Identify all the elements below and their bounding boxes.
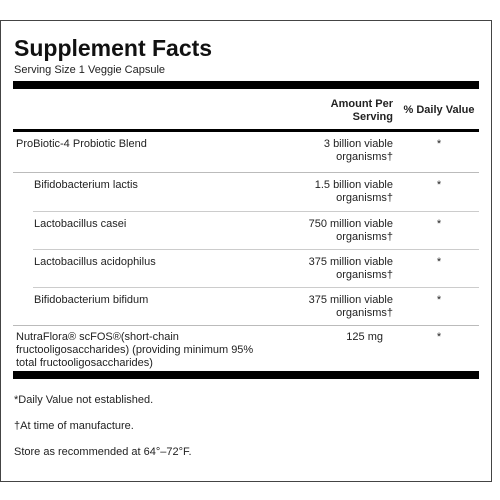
nutrient-daily-value: * bbox=[436, 218, 442, 230]
amount-line1: 375 million viable bbox=[308, 256, 393, 268]
amount-header-line2: Serving bbox=[352, 111, 393, 123]
nutrient-daily-value: * bbox=[436, 331, 442, 343]
nutrient-name bbox=[16, 331, 286, 370]
name-line3: total fructooligosaccharides) bbox=[16, 357, 153, 369]
nutrient-amount bbox=[283, 179, 393, 205]
amount-line1: 750 million viable bbox=[308, 218, 393, 230]
nutrient-name: Lactobacillus acidophilus bbox=[34, 256, 156, 268]
row-separator bbox=[13, 325, 479, 326]
nutrient-daily-value: * bbox=[436, 294, 442, 306]
daily-value-header: % Daily Value bbox=[403, 104, 475, 116]
nutrient-name: Lactobacillus casei bbox=[34, 218, 127, 230]
bottom-divider-bar bbox=[13, 371, 479, 379]
footnote-daily-value: *Daily Value not established. bbox=[14, 394, 154, 406]
nutrient-name: ProBiotic-4 Probiotic Blend bbox=[16, 138, 147, 150]
row-separator bbox=[33, 287, 479, 288]
panel-title: Supplement Facts bbox=[14, 35, 213, 61]
amount-line2: organisms† bbox=[336, 192, 393, 204]
amount-line2: organisms† bbox=[336, 307, 393, 319]
row-separator bbox=[33, 249, 479, 250]
nutrient-name: Bifidobacterium lactis bbox=[34, 179, 138, 191]
nutrient-name: Bifidobacterium bifidum bbox=[34, 294, 149, 306]
nutrient-amount bbox=[283, 138, 393, 164]
nutrient-amount bbox=[283, 256, 393, 282]
row-separator bbox=[13, 172, 479, 173]
top-divider-bar bbox=[13, 81, 479, 89]
row-separator bbox=[33, 211, 479, 212]
name-line1: NutraFlora® scFOS®(short-chain bbox=[16, 331, 179, 343]
nutrient-daily-value: * bbox=[436, 179, 442, 191]
supplement-facts-panel bbox=[0, 20, 492, 482]
serving-size: Serving Size 1 Veggie Capsule bbox=[14, 64, 166, 76]
nutrient-daily-value: * bbox=[436, 256, 442, 268]
amount-line1: 1.5 billion viable bbox=[314, 179, 393, 191]
name-line2: fructooligosaccharides) (providing minimum 95% bbox=[16, 344, 254, 356]
amount-line2: organisms† bbox=[336, 151, 393, 163]
nutrient-amount: 125 mg bbox=[346, 331, 383, 343]
amount-line2: organisms† bbox=[336, 269, 393, 281]
footnote-manufacture: †At time of manufacture. bbox=[14, 420, 134, 432]
amount-header-line1: Amount Per bbox=[330, 98, 393, 110]
footnote-storage: Store as recommended at 64°–72°F. bbox=[14, 446, 192, 458]
amount-line1: 375 million viable bbox=[308, 294, 393, 306]
nutrient-daily-value: * bbox=[436, 138, 442, 150]
header-divider-bar bbox=[13, 129, 479, 132]
nutrient-amount bbox=[283, 218, 393, 244]
amount-line1: 3 billion viable bbox=[323, 138, 393, 150]
amount-per-serving-header bbox=[301, 98, 393, 124]
amount-line2: organisms† bbox=[336, 231, 393, 243]
nutrient-amount bbox=[283, 294, 393, 320]
